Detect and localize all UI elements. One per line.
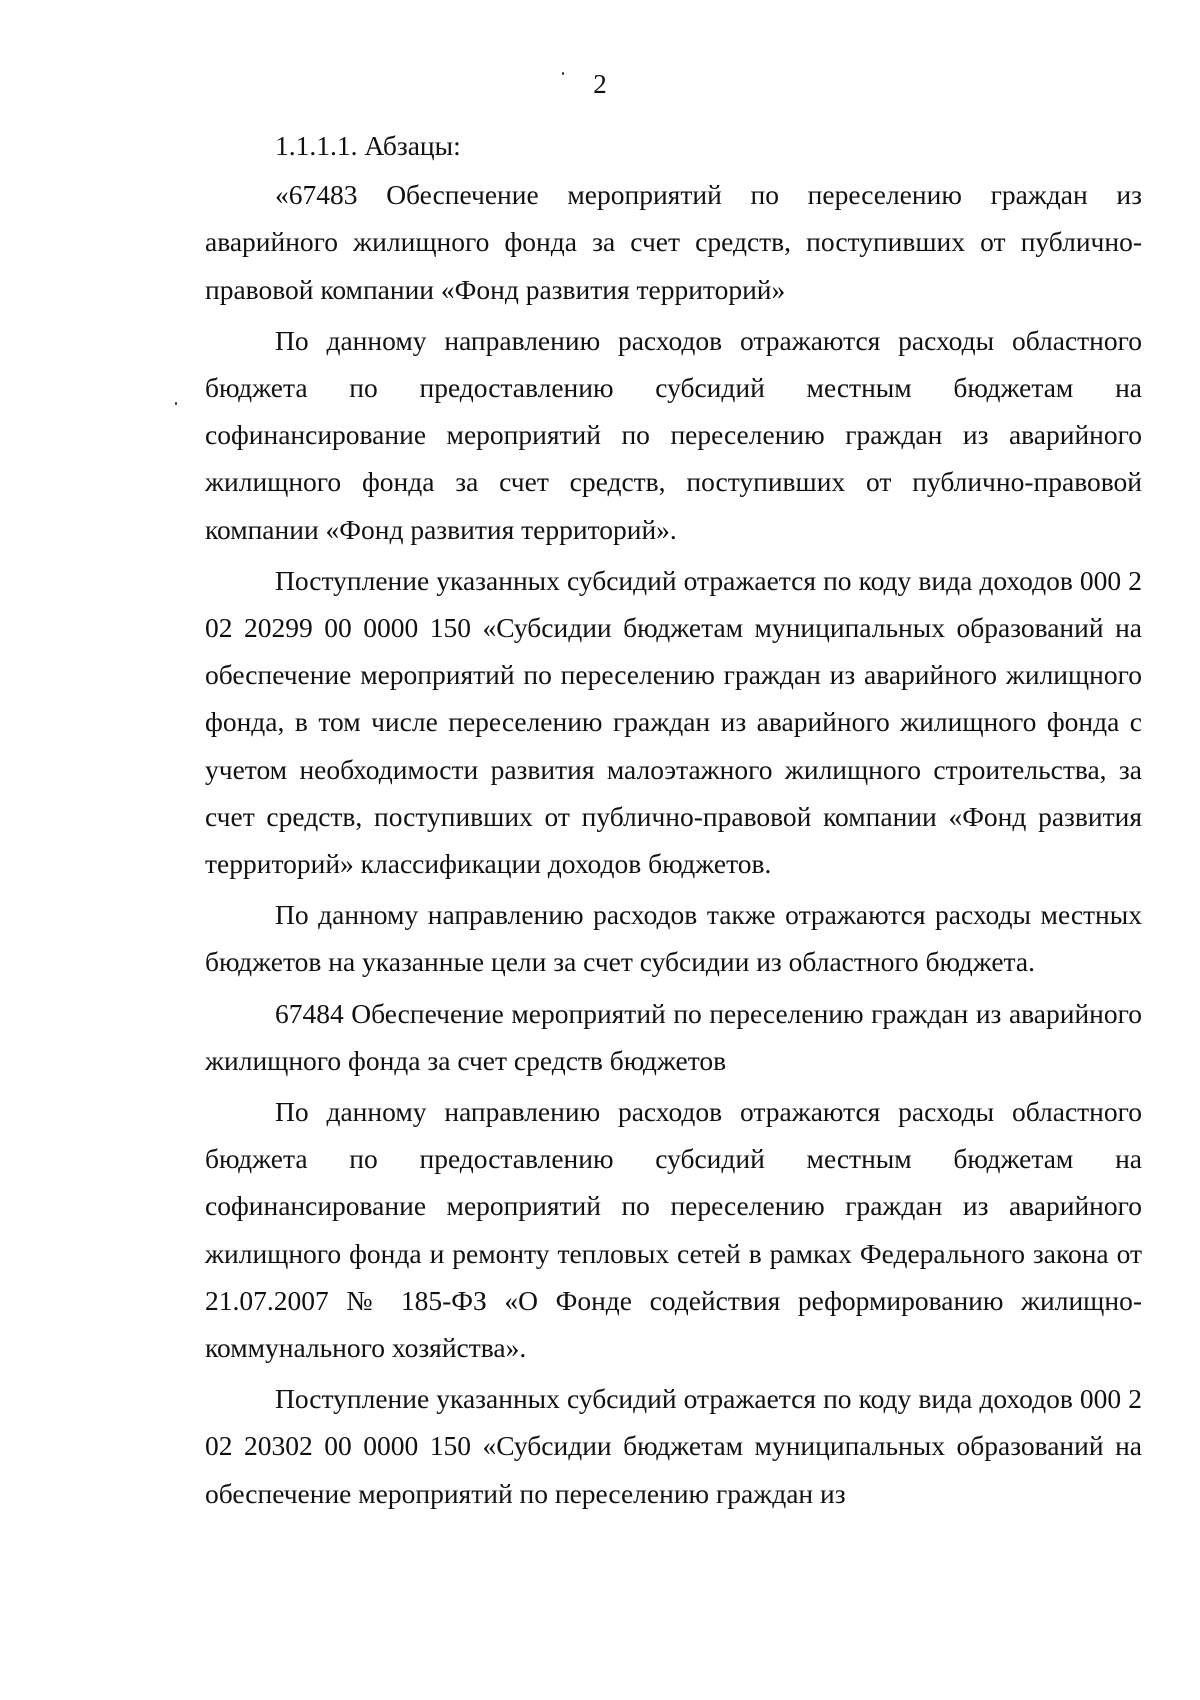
page-number: 2 [593,69,607,99]
paragraph-67484-title: 67484 Обеспечение мероприятий по переселению граждан из аварийного жилищного фонда за счет средств бюджетов [205,997,1142,1076]
paragraph-67483-local-budgets: По данному направлению расходов также отражаются расходы местных бюджетов на указанные цели за счет субсидии из областного бюджета. [205,899,1142,978]
scan-speck [175,402,177,405]
scan-speck [562,72,564,75]
section-heading: 1.1.1.1. Абзацы: [275,130,461,161]
paragraph-67484-income-code: Поступление указанных субсидий отражается по коду вида доходов 000 2 02 20302 00 0000 150 «Субсидии бюджетам муниципальных образований на обеспечение мероприятий по переселению граждан из [205,1383,1142,1509]
paragraph-67483-income-code: Поступление указанных субсидий отражается по коду вида доходов 000 2 02 20299 00 0000 150 «Субсидии бюджетам муниципальных образований на обеспечение мероприятий по переселению граждан из аварийного жилищного фонда, в том числе переселению граждан из аварийного жилищного фонда с учетом необходимости развития малоэтажного жилищного строительства, за счет средств, поступивших от публично-правовой компании «Фонд развития территорий» классификации доходов бюджетов. [205,564,1142,880]
paragraph-67484-expenses: По данному направлению расходов отражаются расходы областного бюджета по предоставлению субсидий местным бюджетам на софинансирование мероприятий по переселению граждан из аварийного жилищного фонда и ремонту тепловых сетей в рамках Федерального закона от 21.07.2007 № 185-ФЗ «О Фонде содействия реформированию жилищно-коммунального хозяйства». [205,1096,1142,1364]
document-body [205,122,1142,1517]
paragraph-67483-title: «67483 Обеспечение мероприятий по переселению граждан из аварийного жилищного фонда за счет средств, поступивших от публично-правовой компании «Фонд развития территорий» [205,179,1142,305]
paragraph-67483-expenses: По данному направлению расходов отражаются расходы областного бюджета по предоставлению субсидий местным бюджетам на софинансирование мероприятий по переселению граждан из аварийного жилищного фонда за счет средств, поступивших от публично-правовой компании «Фонд развития территорий». [205,324,1142,545]
